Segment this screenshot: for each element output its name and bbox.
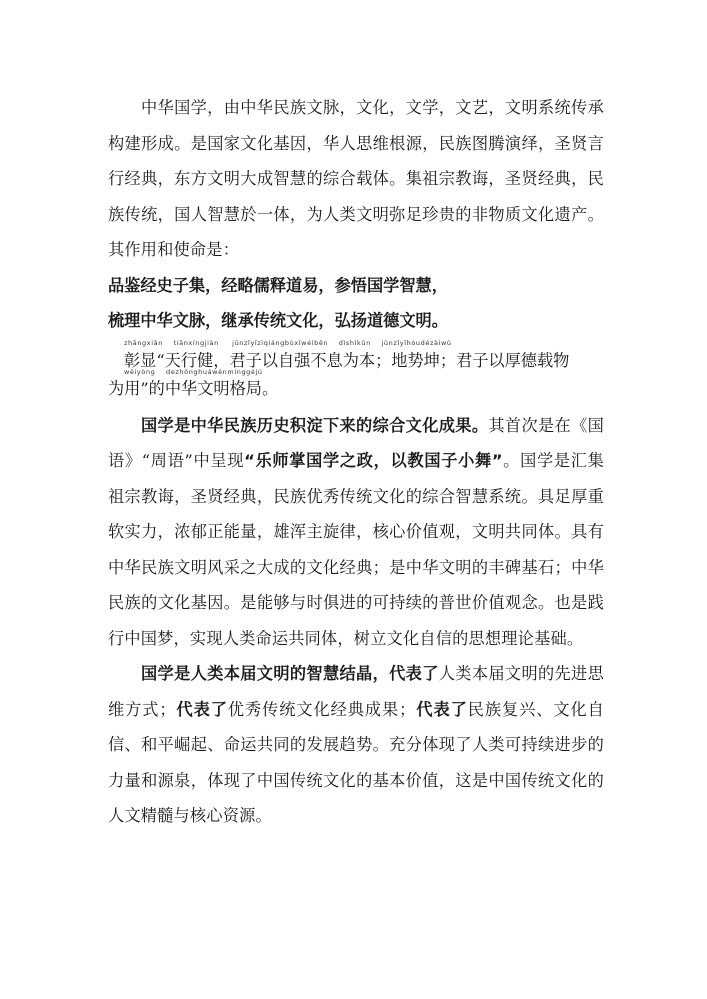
quote-line-2: 为用”的中华文明格局。 (108, 378, 279, 398)
history-text-b: 。国学是汇集祖宗教诲，圣贤经典，民族优秀传统文化的综合智慧系统。具足厚重软实力，浓郁正能量，雄浑主旋律，核心价值观，文明共同体。具有中华民族文明风采之大成的文化经典；是中华文明的丰碑基石；中华民族的文化基因。是能够与时俱进的可持续的普世价值观念。也是践行中国梦，实现人类命运共同体，树立文化自信的思想理论基础。 (108, 451, 604, 648)
pinyin-line-2: wéiyòng dezhōnghuáwénmínggéjú (124, 367, 263, 376)
motto-line-1: 品鉴经史子集，经略儒释道易，参悟国学智慧， (108, 275, 448, 295)
history-bold-quote: “乐师掌国学之政，以教国子小舞” (244, 451, 503, 470)
document-page (108, 90, 604, 834)
pinyin-annotated-quote (108, 339, 604, 402)
history-text-a: 其首次是在《国语》“周语”中呈现 (108, 415, 604, 470)
guoxue-history-paragraph (108, 408, 604, 657)
wisdom-bold-c: 代表了 (415, 699, 468, 719)
wisdom-bold-lead: 国学是人类本届文明的智慧结晶，代表了 (141, 664, 439, 683)
wisdom-text-a: 人类本届文明的先进思维方式； (108, 664, 604, 719)
pinyin-line-1: zhāngxiǎn tiānxíngjiàn jūnzǐyǐzìqiángbùxīwéiběn dìshìkūn jūnzǐyǐhòudézàiwù (124, 338, 452, 347)
wisdom-text-c: 民族复兴、文化自信、和平崛起、命运共同的发展趋势。充分体现了人类可持续进步的力量和源泉，体现了中国传统文化的基本价值，这是中国传统文化的人文精髓与核心资源。 (108, 699, 604, 825)
guoxue-wisdom-paragraph (108, 656, 604, 834)
motto-line-2: 梳理中华文脉，继承传统文化，弘扬道德文明。 (108, 311, 448, 330)
intro-paragraph: 中华国学，由中华民族文脉，文化，文学，文艺，文明系统传承构建形成。是国家文化基因，华人思维根源，民族图腾演绎，圣贤言行经典，东方文明大成智慧的综合载体。集祖宗教诲，圣贤经典，民族传统，国人智慧於一体，为人类文明弥足珍贵的非物质文化遗产。其作用和使命是： (108, 98, 604, 259)
wisdom-text-b: 优秀传统文化经典成果； (227, 699, 416, 719)
wisdom-bold-b: 代表了 (175, 699, 228, 719)
history-bold-lead: 国学是中华民族历史积淀下来的综合文化成果。 (141, 415, 489, 435)
quote-line-1: 彰显“天行健，君子以自强不息为本；地势坤；君子以厚德载物 (124, 350, 570, 370)
